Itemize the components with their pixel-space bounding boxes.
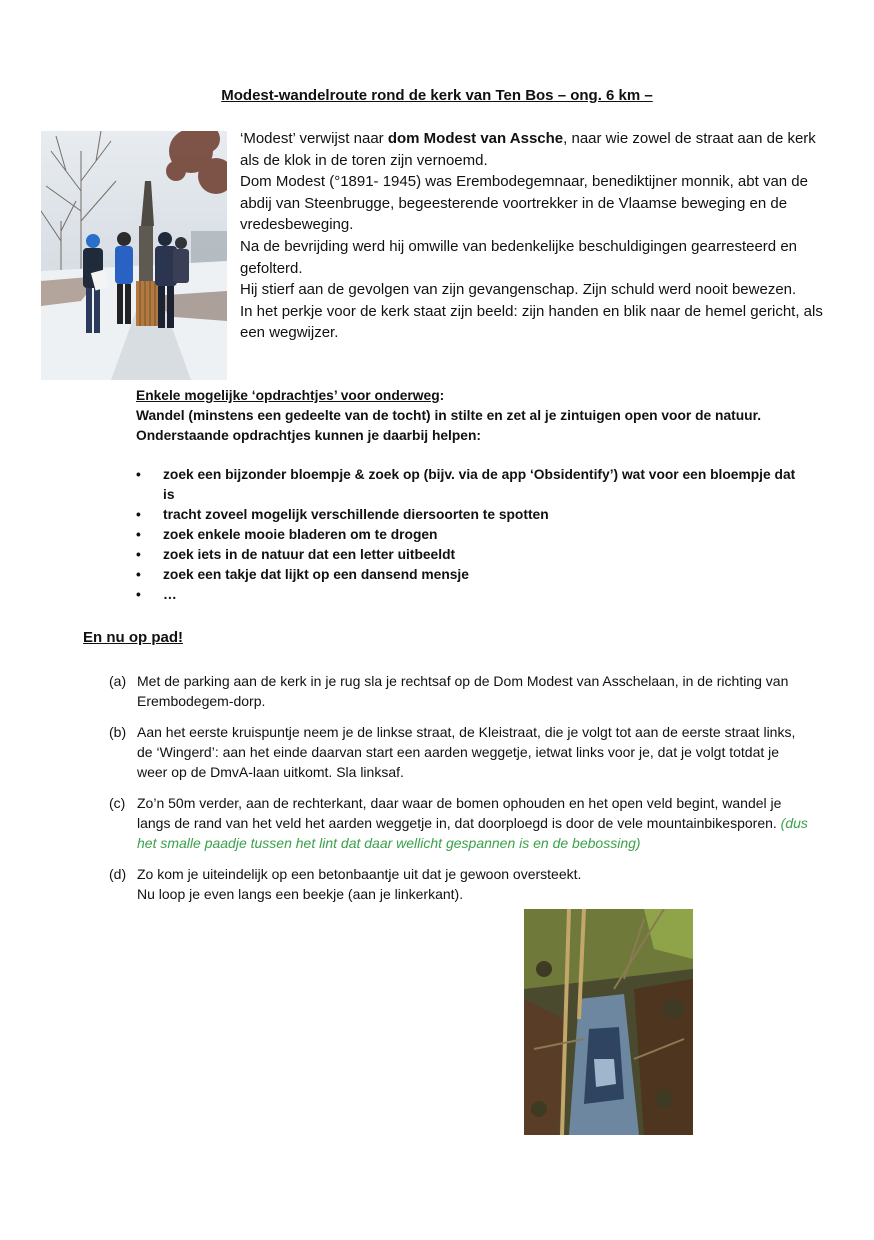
step-note: (dus het smalle paadje tussen het lint dat daar wellicht gespannen is en de bebossing): [137, 815, 808, 851]
intro-paragraph-3: Na de bevrijding werd hij omwille van bedenkelijke beschuldigingen gearresteerd en gefolterd.: [240, 237, 797, 277]
list-item: • tracht zoveel mogelijk verschillende diersoorten te spotten: [136, 505, 806, 525]
intro-paragraph-2: Dom Modest (°1891- 1945) was Erembodegemnaar, benediktijner monnik, abt van de abdij van Steenbrugge, begeesterende voortrekker in de Vlaamse beweging en de vredesbeweging.: [240, 173, 808, 234]
bullet-icon: •: [136, 567, 141, 582]
list-item: • zoek een bijzonder bloempje & zoek op (bijv. via de app ‘Obsidentify’) wat voor een bloempje dat is: [136, 467, 796, 502]
intro-paragraph-1: ‘Modest’ verwijst naar dom Modest van Assche, naar wie zowel de straat aan de kerk als de klok in de toren zijn vernoemd.: [240, 130, 816, 169]
route-heading: En nu op pad!: [83, 629, 183, 646]
list-item: • zoek enkele mooie bladeren om te drogen: [136, 525, 806, 545]
bullet-icon: •: [136, 547, 141, 562]
step-label: (c): [109, 795, 126, 811]
route-step-d: (d) Zo kom je uiteindelijk op een betonbaantje uit dat je gewoon oversteekt. Nu loop je even langs een beekje (aan je linkerkant).: [109, 866, 582, 902]
intro-paragraph-5: In het perkje voor de kerk staat zijn beeld: zijn handen en blik naar de hemel gericht, als een wegwijzer.: [240, 302, 823, 342]
bullet-icon: •: [136, 587, 141, 602]
intro-text: [240, 128, 830, 344]
list-item: • zoek een takje dat lijkt op een dansend mensje: [136, 565, 806, 585]
tasks-intro: Enkele mogelijke ‘opdrachtjes’ voor onderweg: Wandel (minstens een gedeelte van de tocht) in stilte en zet al je zintuigen open voor de natuur. Onderstaande opdrachtjes kunnen je daarbij helpen:: [136, 386, 826, 446]
tasks-line-1: Wandel (minstens een gedeelte van de tocht) in stilte en zet al je zintuigen open voor de natuur.: [136, 408, 762, 423]
list-item: • …: [136, 585, 806, 605]
creek-photo: [524, 909, 693, 1135]
modest-name: dom Modest van Assche: [387, 130, 564, 147]
bullet-icon: •: [136, 467, 141, 482]
route-step-c: (c) Zo’n 50m verder, aan de rechterkant, daar waar de bomen ophouden en het open veld begint, wandel je langs de rand van het veld het aarden weggetje in, dat doorploegd is door de vele mountainbikesporen. (dus het smalle paadje tussen het lint dat daar wellicht gespannen is en de bebossing): [109, 795, 808, 851]
tasks-line-2: Onderstaande opdrachtjes kunnen je daarbij helpen:: [136, 428, 481, 443]
statue-photo: [41, 131, 227, 380]
step-label: (b): [109, 724, 127, 740]
intro-paragraph-4: Hij stierf aan de gevolgen van zijn gevangenschap. Zijn schuld werd nooit bewezen.: [240, 281, 797, 299]
tasks-heading: Enkele mogelijke ‘opdrachtjes’ voor onderweg: [136, 388, 440, 403]
step-label: (d): [109, 866, 127, 882]
route-step-b: (b) Aan het eerste kruispuntje neem je de linkse straat, de Kleistraat, die je volgt tot aan de eerste straat links, de ‘Wingerd’: aan het einde daarvan start een aarden weggetje, ietwat links voor je, dat je volgt totdat je weer op de DmvA-laan uitkomt. Sla linksaf.: [109, 724, 796, 780]
step-label: (a): [109, 673, 127, 689]
route-step-a: (a) Met de parking aan de kerk in je rug sla je rechtsaf op de Dom Modest van Asschelaan, in de richting van Erembodegem-dorp.: [109, 673, 789, 709]
task-list: [136, 465, 806, 605]
list-item: • zoek iets in de natuur dat een letter uitbeeldt: [136, 545, 806, 565]
bullet-icon: •: [136, 507, 141, 522]
page-title: Modest-wandelroute rond de kerk van Ten Bos – ong. 6 km –: [221, 87, 653, 104]
bullet-icon: •: [136, 527, 141, 542]
route-steps: [109, 671, 809, 915]
